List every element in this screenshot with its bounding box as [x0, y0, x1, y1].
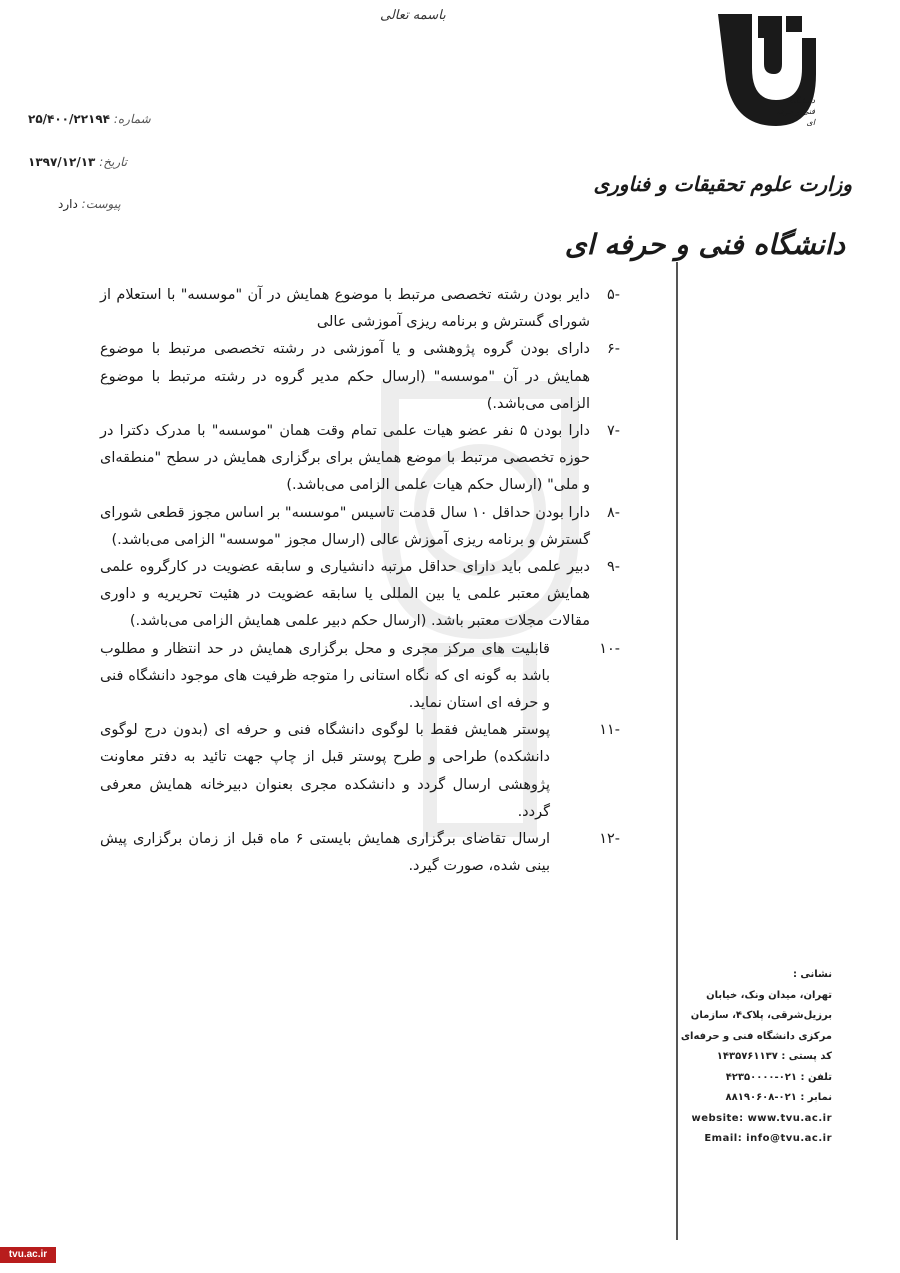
- address-line: مرکزی دانشگاه فنی و حرفه‌ای: [680, 1030, 832, 1042]
- item-text: دارای بودن گروه پژوهشی و یا آموزشی در رشته تخصصی مرتبط با موضوع همایش در آن "موسسه" (ارسال حکم مدیر گروه در رشته مرتبط با موضوع الزامی می‌باشد.): [100, 341, 590, 412]
- website-link[interactable]: website: www.tvu.ac.ir: [691, 1112, 832, 1124]
- list-item: [100, 554, 620, 636]
- address-line: برزیل‌شرقی، پلاک۴، سازمان: [690, 1010, 832, 1021]
- list-item: [100, 500, 620, 554]
- phone-value: ۰۲۱-۴۲۳۵۰۰۰۰: [725, 1071, 797, 1083]
- item-number: -۵: [606, 287, 620, 303]
- letter-body: [100, 282, 620, 880]
- item-text: قابلیت های مرکز مجری و محل برگزاری همایش در حد انتظار و مطلوب باشد به گونه ای که نگاه استانی را متوجه ظرفیت های موجود دانشگاه فنی و حرفه ای استان نماید.: [100, 640, 550, 712]
- item-number: -۷: [606, 423, 620, 440]
- basmala: باسمه تعالی: [380, 8, 446, 23]
- fax-value: ۰۲۱-۸۸۱۹۰۶۰۸: [725, 1092, 797, 1103]
- letter-date: [28, 155, 127, 169]
- date-value: ۱۳۹۷/۱۲/۱۳: [28, 155, 96, 169]
- attachment-label: پیوست:: [81, 197, 121, 211]
- list-item: [100, 418, 620, 500]
- number-value: ۲۵/۴۰۰/۲۲۱۹۴: [28, 112, 111, 126]
- fax: [652, 1088, 832, 1109]
- letter-attachment: [58, 197, 121, 211]
- address-block: [652, 965, 832, 1150]
- university-name: دانشگاه فنی و حرفه ای: [564, 228, 845, 261]
- item-text: دارا بودن حداقل ۱۰ سال قدمت تاسیس "موسسه" بر اساس مجوز قطعی شورای گسترش و برنامه ریزی آموزش عالی (ارسال مجوز "موسسه" الزامی می‌باشد.): [99, 504, 590, 548]
- phone: [652, 1068, 832, 1089]
- item-text: دایر بودن رشته تخصصی مرتبط با موضوع همایش در آن "موسسه" با استعلام از شورای گسترش و برنامه ریزی آموزشی عالی: [100, 287, 590, 331]
- phone-label: تلفن :: [800, 1071, 832, 1083]
- postal-code: [652, 1047, 832, 1068]
- item-number: -۱۱: [599, 722, 620, 739]
- postal-value: ۱۴۳۵۷۶۱۱۳۷: [716, 1051, 778, 1062]
- address-line: تهران، میدان ونک، خیابان: [706, 989, 832, 1001]
- list-item: [100, 717, 620, 826]
- list-item: [100, 336, 620, 418]
- email-link[interactable]: Email: info@tvu.ac.ir: [704, 1133, 832, 1144]
- fax-label: نمابر :: [800, 1092, 832, 1103]
- item-number: -۱۰: [599, 640, 620, 657]
- item-number: -۹: [606, 559, 620, 576]
- attachment-value: دارد: [58, 197, 78, 211]
- site-badge[interactable]: tvu.ac.ir: [0, 1247, 56, 1263]
- list-item: [100, 636, 620, 718]
- item-number: -۸: [606, 504, 620, 521]
- number-label: شماره:: [113, 112, 151, 126]
- ministry-name: وزارت علوم تحقیقات و فناوری: [593, 172, 852, 196]
- item-number: -۶: [606, 341, 620, 358]
- letter-number: [28, 112, 151, 126]
- logo-caption: دانشگاه فنی و حرفه ای: [775, 96, 815, 127]
- postal-label: کد پستی :: [781, 1051, 832, 1062]
- date-label: تاریخ:: [99, 155, 128, 169]
- item-text: پوستر همایش فقط با لوگوی دانشگاه فنی و حرفه ای (بدون درج لوگوی دانشکده) طراحی و طرح پوستر قبل از چاپ جهت تائید به دفتر معاونت پژوهشی ارسال گردد و دانشکده مجری بعنوان دبیرخانه همایش معرفی گردد.: [100, 722, 550, 820]
- item-text: دبیر علمی باید دارای حداقل مرتبه دانشیاری و سابقه عضویت در کارگروه علمی همایش معتبر علمی یا بین المللی یا سابقه عضویت در هئیت تحریریه و داوری مقالات مجلات معتبر باشد. (ارسال حکم دبیر علمی همایش الزامی می‌باشد.): [100, 559, 590, 630]
- list-item: [100, 826, 620, 880]
- address-title: نشانی :: [792, 969, 832, 980]
- list-item: [100, 282, 620, 336]
- item-text: دارا بودن ۵ نفر عضو هیات علمی تمام وقت همان "موسسه" با مدرک دکترا در حوزه تخصصی مرتبط با موضع همایش برای برگزاری همایش در سطح "منطقه‌ای و ملی" (ارسال حکم هیات علمی الزامی می‌باشد.): [100, 423, 591, 494]
- item-text: ارسال تقاضای برگزاری همایش بایستی ۶ ماه قبل از زمان برگزاری پیش بینی شده، صورت گیرد.: [100, 831, 550, 875]
- item-number: -۱۲: [599, 831, 620, 848]
